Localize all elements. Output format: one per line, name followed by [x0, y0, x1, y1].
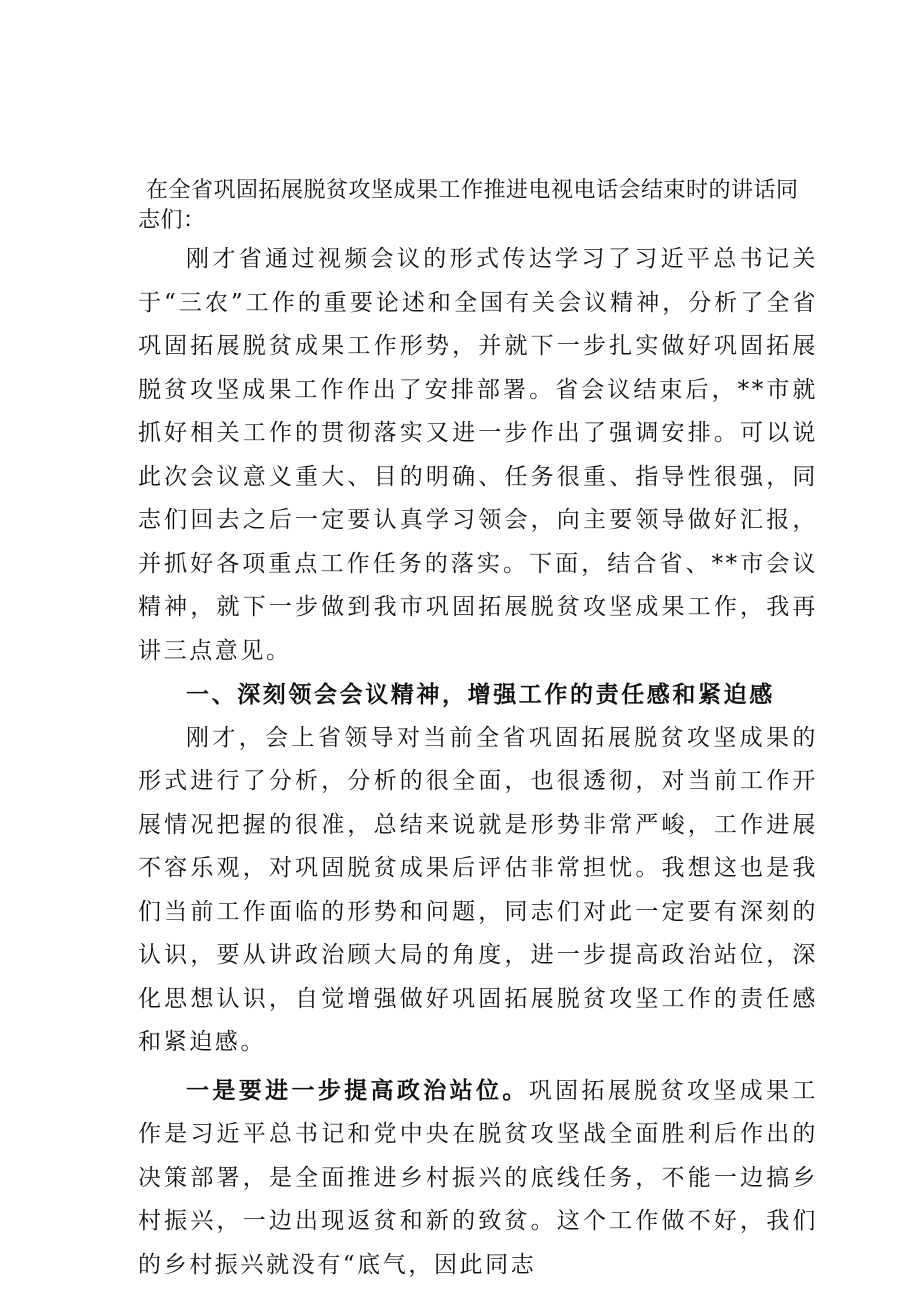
- paragraph-lead-phrase: 一是要进一步提高政治站位。: [186, 1076, 529, 1104]
- document-body: [138, 238, 818, 1287]
- paragraph-intro: 刚才省通过视频会议的形式传达学习了习近平总书记关于“三农”工作的重要论述和全国有关会议精神，分析了全省巩固拓展脱贫成果工作形势，并就下一步扎实做好巩固拓展脱贫攻坚成果工作作出了安排部署。省会议结束后，**市就抓好相关工作的贯彻落实又进一步作出了强调安排。可以说此次会议意义重大、目的明确、任务很重、指导性很强，同志们回去之后一定要认真学习领会，向主要领导做好汇报，并抓好各项重点工作任务的落实。下面，结合省、**市会议精神，就下一步做到我市巩固拓展脱贫攻坚成果工作，我再讲三点意见。: [138, 246, 818, 664]
- paragraph-situation: 刚才，会上省领导对当前全省巩固拓展脱贫攻坚成果的形式进行了分析，分析的很全面，也很透彻，对当前工作开展情况把握的很准，总结来说就是形势非常严峻，工作进展不容乐观，对巩固脱贫成果后评估非常担忧。我想这也是我们当前工作面临的形势和问题，同志们对此一定要有深刻的认识，要从讲政治顾大局的角度，进一步提高政治站位，深化思想认识，自觉增强做好巩固拓展脱贫攻坚工作的责任感和紧迫感。: [138, 724, 818, 1055]
- paragraph-body-text: 巩固拓展脱贫攻坚成果工作是习近平总书记和党中央在脱贫攻坚战全面胜利后作出的决策部署，是全面推进乡村振兴的底线任务，不能一边搞乡村振兴，一边出现返贫和新的致贫。这个工作做不好，我们的乡村振兴就没有“底气，因此同志: [138, 1077, 818, 1278]
- paragraph-political-stance: [138, 1069, 818, 1288]
- section-heading-1: 一、深刻领会会议精神，增强工作的责任感和紧迫感: [186, 681, 775, 708]
- document-title: 在全省巩固拓展脱贫攻坚成果工作推进电视电话会结束时的讲话同志们：: [138, 178, 799, 233]
